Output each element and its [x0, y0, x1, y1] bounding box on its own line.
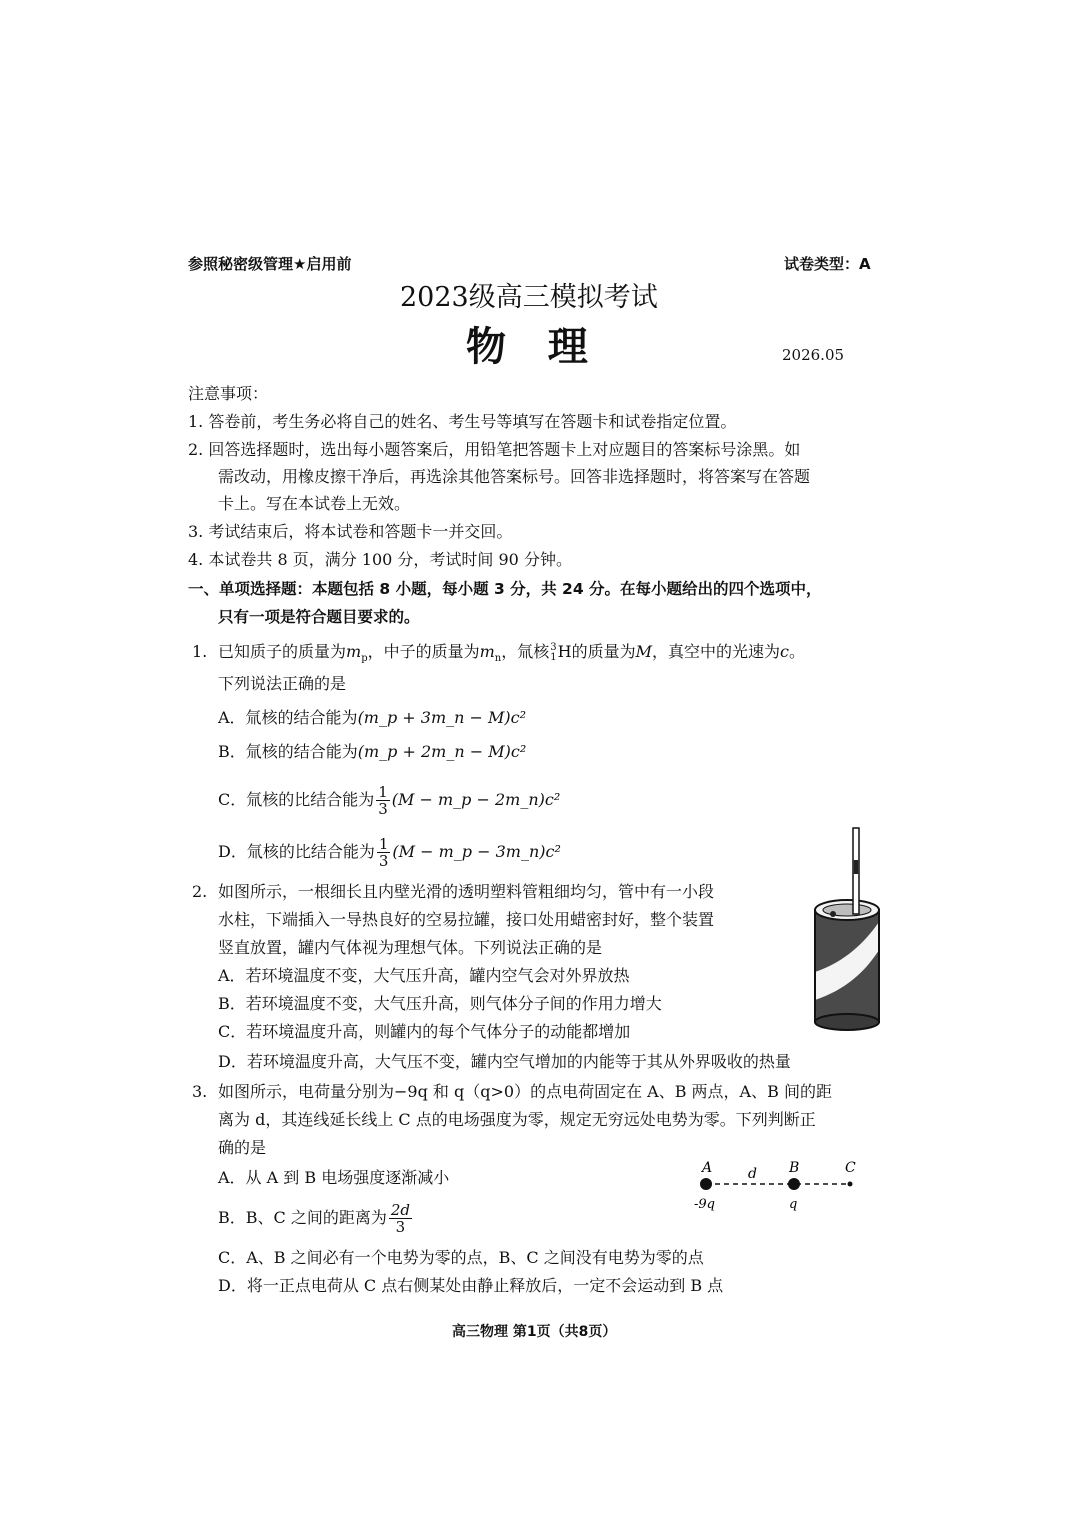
q1-option-d: D．氚核的比结合能为 $\frac{1}{3}$ (M − m_p − 3m_n)c² [218, 835, 561, 870]
section-heading-cont: 只有一项是符合题目要求的。 [218, 608, 420, 626]
q2-option-a: A．若环境温度不变，大气压升高，罐内空气会对外界放热 [218, 966, 630, 985]
q2-option-c: C．若环境温度升高，则罐内的每个气体分子的动能都增加 [218, 1022, 631, 1041]
q1-option-b: B．氚核的结合能为(m_p + 2m_n − M)c² [218, 742, 527, 761]
q2-stem: 水柱，下端插入一导热良好的空易拉罐，接口处用蜡密封好，整个装置 [218, 910, 715, 929]
q3-number: 3. [192, 1082, 208, 1101]
q2-option-d: D．若环境温度升高，大气压不变，罐内空气增加的内能等于其从外界吸收的热量 [218, 1052, 791, 1071]
fraction: $\frac{1}{3}$ [378, 783, 388, 818]
section-heading: 一、单项选择题：本题包括 8 小题，每小题 3 分，共 24 分。在每小题给出的四个选项中， [188, 580, 822, 598]
q1-number: 1. [192, 642, 208, 661]
notice-item: 卡上。写在本试卷上无效。 [218, 494, 411, 513]
q2-option-b: B．若环境温度不变，大气压升高，则气体分子间的作用力增大 [218, 994, 662, 1013]
fraction: $\frac{1}{3}$ [378, 835, 389, 870]
q2-stem: 如图所示，一根细长且内壁光滑的透明塑料管粗细均匀，管中有一小段 [218, 882, 715, 901]
q1-option-a: A．氚核的结合能为(m_p + 3m_n − M)c² [218, 708, 527, 727]
point-b-label: B [789, 1160, 800, 1176]
secrecy-label: 参照秘密级管理★启用前 [188, 255, 352, 273]
distance-d-label: d [748, 1166, 757, 1182]
paper-type-label: 试卷类型：A [784, 255, 871, 273]
charge-b-label: q [789, 1197, 798, 1212]
charge-a-label: -9q [694, 1197, 715, 1212]
q3-stem: 如图所示，电荷量分别为−9q 和 q（q>0）的点电荷固定在 A、B 两点，A、B 间的距 [218, 1082, 832, 1101]
fraction: $\frac{2d}{3}$ [390, 1201, 411, 1236]
exam-title: 2023级高三模拟考试 [400, 282, 658, 313]
notice-item: 3. 考试结束后，将本试卷和答题卡一并交回。 [188, 522, 513, 541]
subject-title: 物 理 [466, 323, 588, 370]
q3-stem: 离为 d，其连线延长线上 C 点的电场强度为零，规定无穷远处电势为零。下列判断正 [218, 1110, 816, 1129]
notice-item: 4. 本试卷共 8 页，满分 100 分，考试时间 90 分钟。 [188, 550, 572, 569]
q1-stem-line2: 下列说法正确的是 [218, 674, 347, 693]
q3-stem: 确的是 [218, 1138, 267, 1157]
notice-item: 2. 回答选择题时，选出每小题答案后，用铅笔把答题卡上对应题目的答案标号涂黑。如 [188, 440, 801, 459]
q1-stem: 已知质子的质量为$m_p$，中子的质量为$m_n$，氚核 3 1 H的质量为M，真空中的光速为c。 [218, 641, 805, 665]
notice-title: 注意事项： [188, 384, 269, 403]
q2-number: 2. [192, 882, 208, 901]
q1-option-c: C．氚核的比结合能为 $\frac{1}{3}$ (M − m_p − 2m_n)c² [218, 783, 561, 818]
can-with-tube-figure [805, 822, 890, 1032]
point-c-label: C [845, 1160, 856, 1176]
notice-item: 1. 答卷前，考生务必将自己的姓名、考生号等填写在答题卡和试卷指定位置。 [188, 412, 737, 431]
q3-option-c: C．A、B 之间必有一个电势为零的点，B、C 之间没有电势为零的点 [218, 1248, 704, 1267]
exam-date: 2026.05 [782, 346, 845, 364]
point-charges-figure [690, 1158, 870, 1216]
q2-stem: 竖直放置，罐内气体视为理想气体。下列说法正确的是 [218, 938, 603, 957]
q3-option-b: B．B、C 之间的距离为 $\frac{2d}{3}$ [218, 1201, 411, 1236]
q3-option-d: D．将一正点电荷从 C 点右侧某处由静止释放后，一定不会运动到 B 点 [218, 1276, 724, 1295]
notice-item: 需改动，用橡皮擦干净后，再选涂其他答案标号。回答非选择题时，将答案写在答题 [218, 467, 811, 486]
point-a-label: A [702, 1160, 713, 1176]
page-footer: 高三物理 第1页（共8页） [452, 1324, 617, 1340]
q3-option-a: A．从 A 到 B 电场强度逐渐减小 [218, 1168, 450, 1187]
